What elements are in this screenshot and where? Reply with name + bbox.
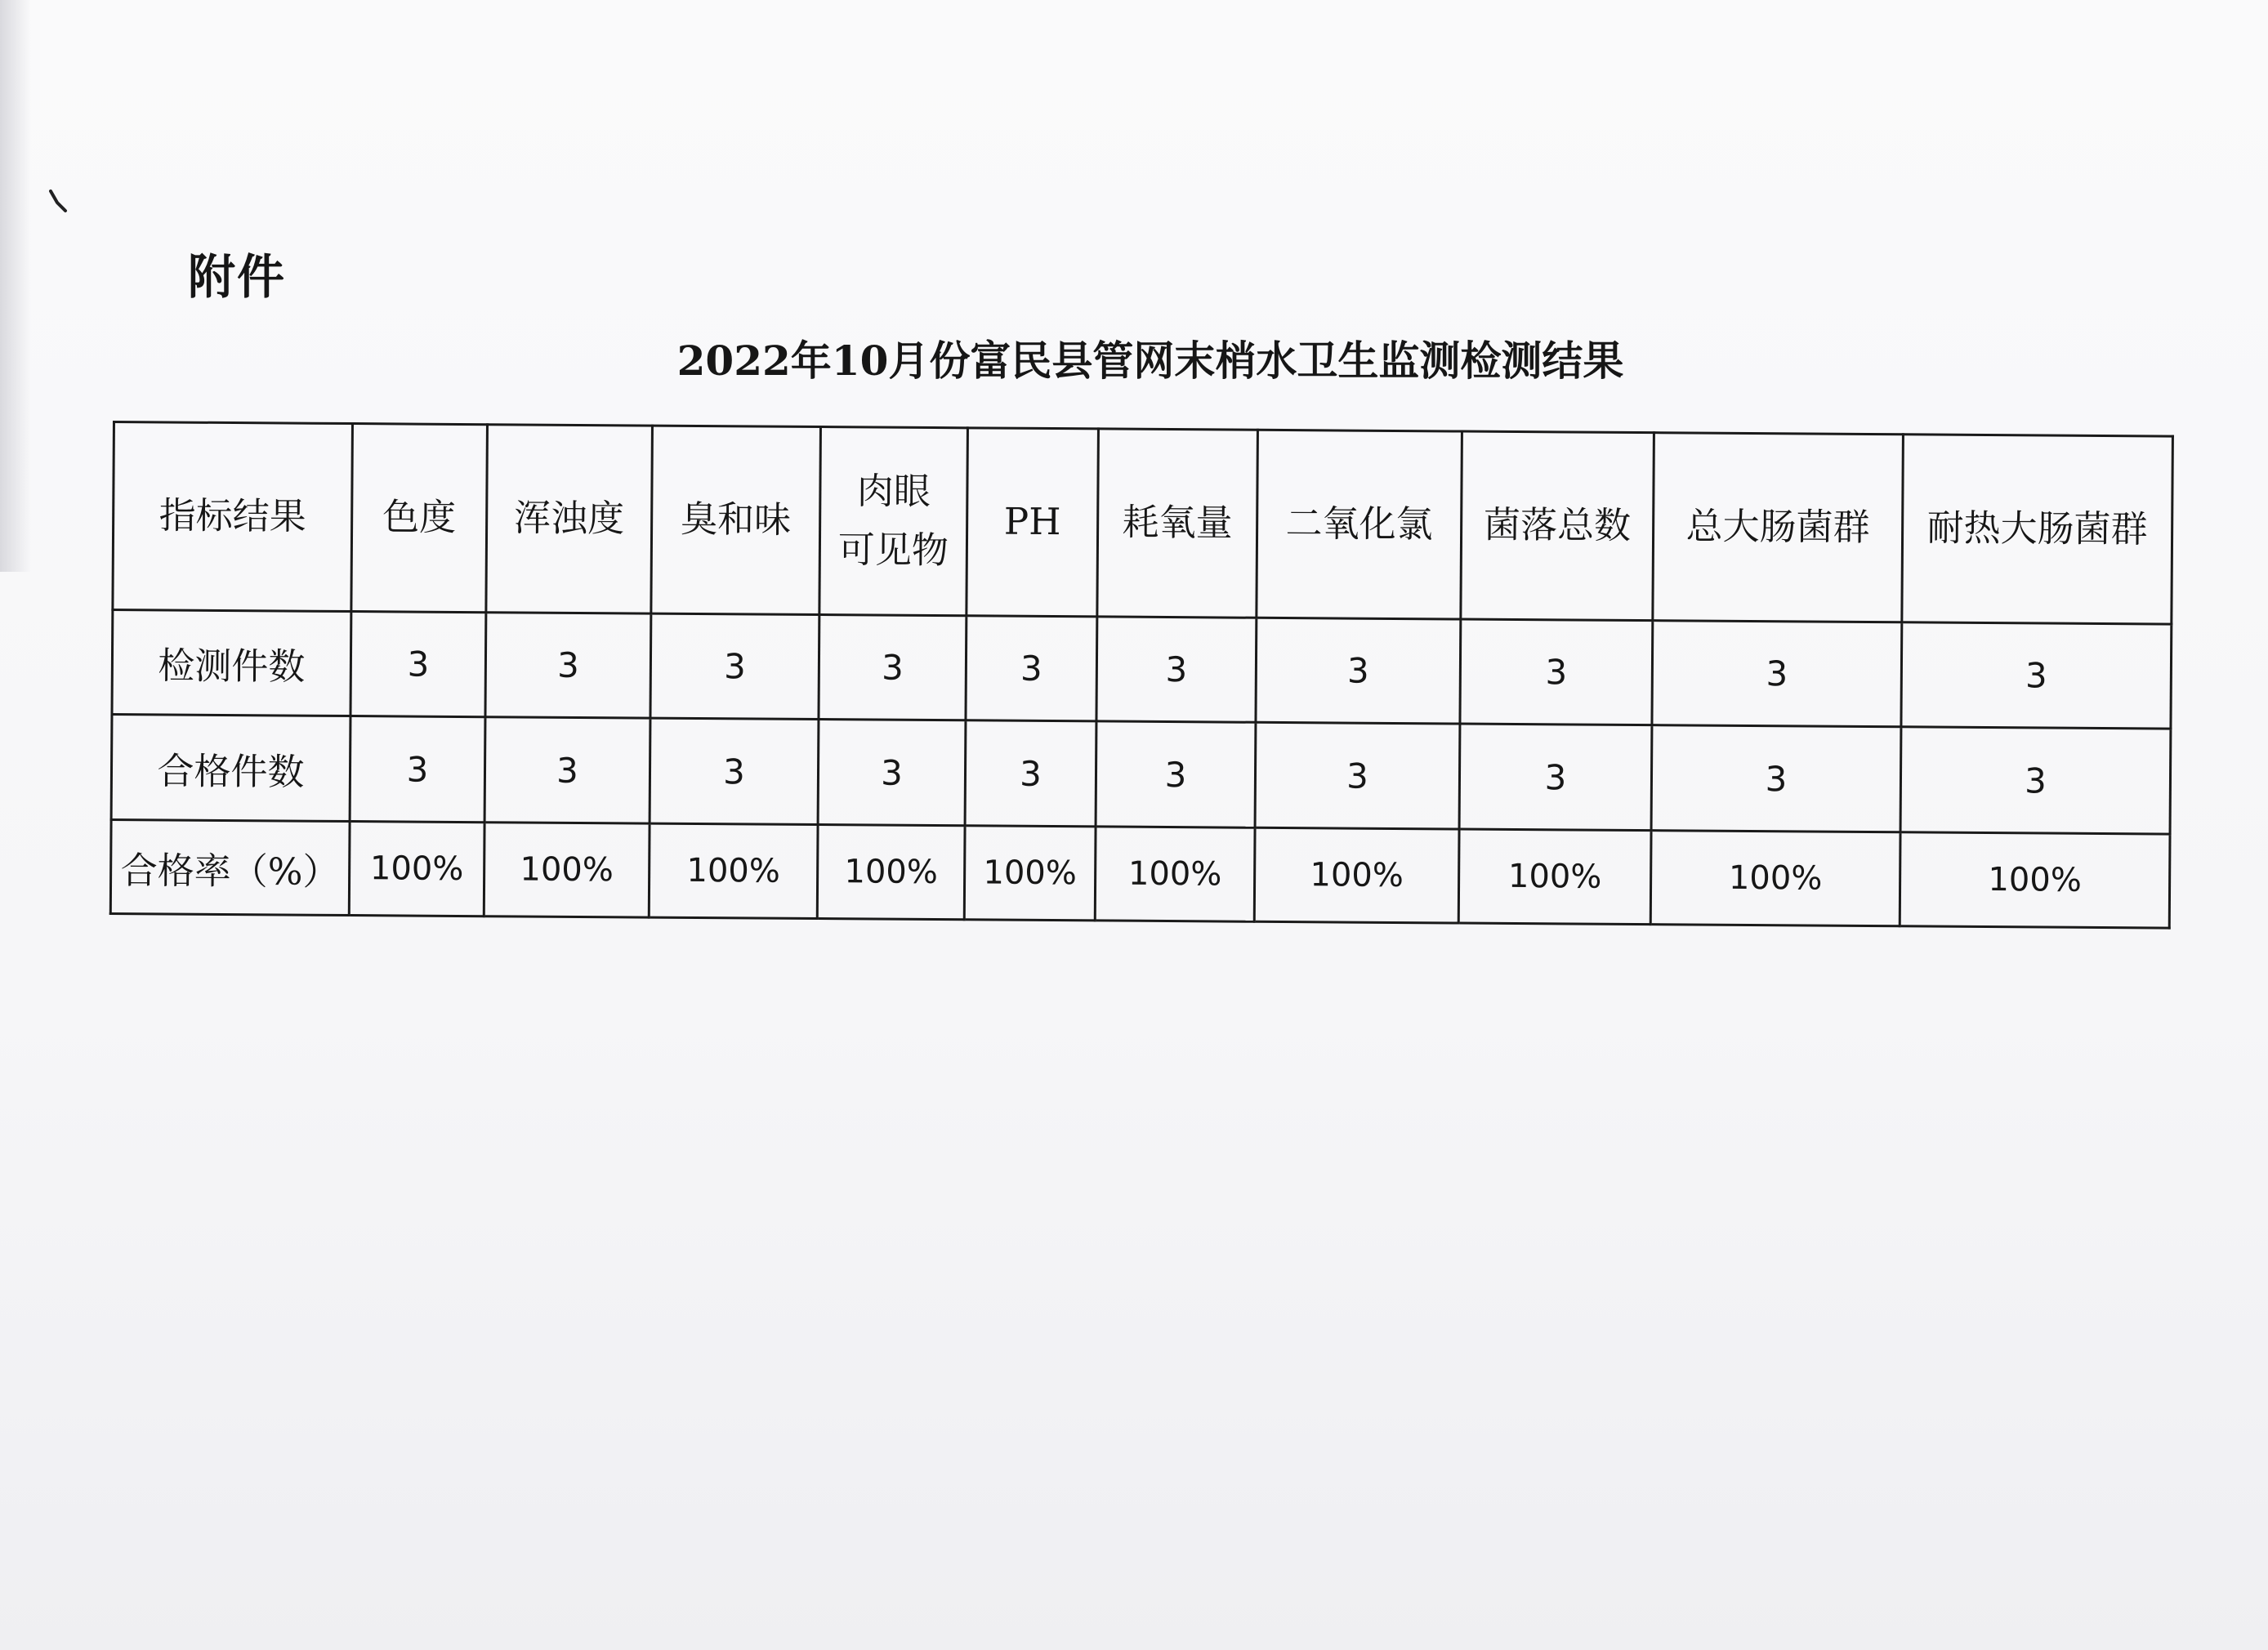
column-header-cell: PH (967, 428, 1099, 617)
table-row (111, 715, 2171, 834)
value-cell: 3 (650, 613, 819, 720)
value-cell: 3 (1256, 618, 1461, 725)
value-cell: 3 (965, 720, 1096, 827)
value-cell: 100% (1650, 831, 1900, 926)
document-title: 2022年10月份富民县管网末梢水卫生监测检测结果 (676, 337, 1624, 385)
value-cell: 3 (1900, 727, 2171, 834)
value-cell: 3 (485, 612, 651, 718)
value-cell: 3 (484, 717, 650, 823)
value-cell: 100% (817, 825, 965, 920)
value-cell: 100% (964, 826, 1096, 921)
value-cell: 100% (349, 822, 484, 916)
column-header-cell: 浑浊度 (486, 425, 653, 613)
column-header-cell: 肉眼 可见物 (819, 427, 968, 616)
corner-header-cell: 指标结果 (113, 422, 353, 612)
column-header-cell: 总大肠菌群 (1653, 433, 1904, 622)
value-cell: 3 (1459, 724, 1652, 830)
column-header-cell: 二氧化氯 (1257, 430, 1462, 618)
value-cell: 3 (1255, 723, 1460, 830)
value-cell: 100% (1095, 827, 1255, 921)
results-table (109, 421, 2174, 930)
row-label-cell: 合格件数 (111, 715, 350, 822)
value-cell: 3 (1460, 619, 1653, 725)
value-cell: 3 (1096, 616, 1257, 722)
table-row (112, 609, 2172, 729)
value-cell: 3 (1652, 620, 1902, 727)
column-header-cell: 菌落总数 (1461, 431, 1654, 620)
column-header-cell: 耗氧量 (1097, 429, 1258, 618)
value-cell: 3 (818, 720, 966, 826)
value-cell: 100% (1458, 829, 1651, 924)
value-cell: 3 (350, 611, 486, 717)
value-cell: 3 (1901, 622, 2172, 729)
value-cell: 100% (649, 823, 818, 918)
staple-mark (49, 190, 69, 214)
attachment-label: 附件 (188, 249, 287, 305)
value-cell: 3 (1651, 725, 1901, 832)
value-cell: 100% (484, 823, 650, 917)
value-cell: 3 (1096, 721, 1256, 827)
column-header-cell: 耐热大肠菌群 (1902, 435, 2173, 624)
row-label-cell: 合格率（%） (110, 820, 350, 916)
page-edge-shadow (0, 0, 31, 572)
table-row (110, 820, 2170, 928)
column-header-cell: 臭和味 (651, 426, 821, 614)
column-header-cell: 色度 (351, 424, 488, 613)
value-cell: 3 (650, 718, 819, 824)
value-cell: 3 (966, 615, 1097, 721)
value-cell: 100% (1900, 832, 2170, 928)
row-label-cell: 检测件数 (112, 609, 351, 716)
value-cell: 3 (350, 716, 485, 823)
value-cell: 100% (1254, 827, 1459, 923)
header-row (113, 422, 2173, 624)
value-cell: 3 (819, 614, 967, 720)
